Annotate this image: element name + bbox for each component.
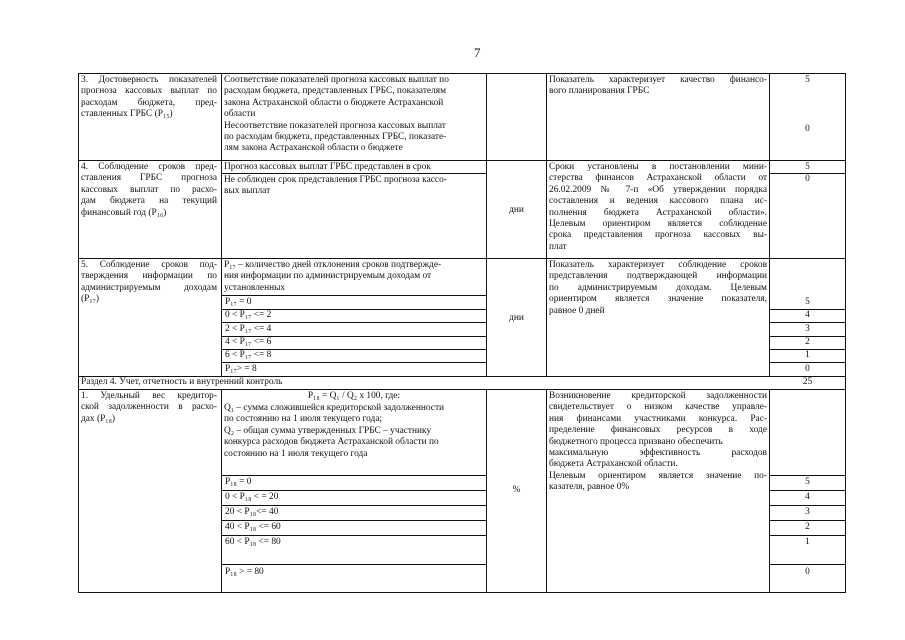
score-value: 3	[805, 324, 810, 334]
row-divider	[78, 160, 846, 161]
text-line: дам бюджета на текущий	[81, 196, 217, 207]
text-line: составления и ведения кассового плана ис-	[549, 196, 767, 207]
column-divider	[546, 389, 547, 593]
text-line: ния информации по администрируемым доходам от	[224, 271, 432, 282]
row-divider	[78, 389, 846, 390]
text-line: Возникновение кредиторской задолженности	[549, 391, 767, 401]
text-line: области	[224, 109, 256, 120]
text-line: ставленных ГРБС (P₁₅)	[81, 109, 173, 120]
column-divider	[546, 73, 547, 376]
indicator-name	[81, 75, 217, 121]
criterion-text: Прогноз кассовых выплат ГРБС представлен в срок	[224, 162, 431, 172]
text-line: финансовый год (P₁₆)	[81, 207, 167, 218]
text-line: ской задолженности в расхо-	[81, 402, 217, 413]
table-border	[845, 73, 846, 593]
page-number: 7	[474, 45, 481, 60]
text-line: конкурса расходов бюджета Астраханской области по	[224, 437, 439, 448]
section-score: 25	[802, 377, 813, 387]
cell-divider	[221, 322, 487, 323]
cell-divider	[221, 490, 487, 491]
indicator-name	[81, 260, 217, 306]
column-divider	[769, 389, 770, 593]
score-value: 4	[805, 492, 810, 502]
text-line: расходам бюджета, пред-	[81, 97, 217, 108]
text-line: бюджета Астраханской области.	[549, 459, 678, 470]
score-value: 5	[805, 162, 810, 172]
text-line: вого планирования ГРБС	[549, 86, 650, 97]
score-value: 5	[805, 297, 810, 307]
text-line: P₁₇ – количество дней отклонения сроков подтвержде-	[224, 260, 442, 270]
text-line: Показатель характеризует качество финансо-	[549, 75, 767, 85]
definition-text	[224, 260, 483, 294]
cell-divider	[769, 505, 846, 506]
text-line: 26.02.2009 № 7-п «Об утверждении порядка	[549, 184, 767, 195]
text-line: максимальную эффективность расходов	[549, 448, 767, 459]
text-line: Показатель характеризует соблюдение сроков	[549, 260, 767, 270]
indicator-name	[81, 391, 217, 425]
definition-text	[224, 403, 483, 460]
score-value: 2	[805, 337, 810, 347]
text-line: Соответствие показателей прогноза кассовых выплат по	[224, 75, 449, 85]
level-condition: 6 < P₁₇ <= 8	[225, 350, 272, 360]
text-line: 1. Удельный вес кредитор-	[81, 391, 217, 401]
score-value: 5	[805, 477, 810, 487]
text-line: стерства финансов Астраханской области от	[549, 173, 767, 184]
text-line: Q₁ – сумма сложившейся кредиторской задолженности	[224, 403, 445, 413]
text-line: состоянию на 1 июля текущего года	[224, 448, 368, 459]
cell-divider	[221, 564, 487, 565]
text-line: установленных	[224, 282, 286, 293]
text-line: Целевым ориентиром является соблюдение	[549, 219, 767, 230]
score-value: 1	[805, 350, 810, 360]
level-condition: 40 < P₁₈ <= 60	[225, 522, 281, 532]
formula: P₁₈ = Q₁ / Q₂ x 100, где:	[307, 391, 401, 401]
text-line: по администрируемым доходам. Целевым	[549, 282, 767, 293]
text-line: пределение финансовых ресурсов в ходе	[549, 425, 767, 436]
score-value: 5	[805, 75, 810, 85]
text-line: прогноза кассовых выплат по	[81, 86, 217, 97]
cell-divider	[221, 362, 487, 363]
text-line: администрируемым доходам	[81, 282, 217, 293]
unit-label: %	[512, 485, 521, 495]
text-line: Не соблюден срок представления ГРБС прогноза кассо-	[224, 175, 447, 185]
text-line: тверждения информации по	[81, 271, 217, 282]
row-divider	[78, 592, 846, 593]
score-value: 1	[805, 537, 810, 547]
cell-divider	[769, 520, 846, 521]
cell-divider	[221, 535, 487, 536]
text-line: 3. Достоверность показателей	[81, 75, 217, 85]
level-condition: 4 < P₁₇ <= 6	[225, 337, 272, 347]
column-divider	[221, 389, 222, 593]
text-line: полнения бюджета Астраханской области».	[549, 207, 767, 218]
text-line: 5. Соблюдение сроков под-	[81, 260, 217, 270]
score-value: 0	[805, 364, 810, 374]
text-line: Сроки установлены в постановлении мини-	[549, 162, 767, 172]
text-line: равное 0 дней	[549, 305, 605, 316]
level-condition: 0 < P₁₇ <= 2	[225, 310, 272, 320]
text-line: ния финансами участниками конкурса. Рас-	[549, 413, 767, 424]
cell-divider	[769, 490, 846, 491]
level-condition: 60 < P₁₈ <= 80	[225, 537, 281, 547]
text-line: по расходам бюджета, представленных ГРБС, показате-	[224, 132, 447, 143]
row-divider	[78, 73, 846, 74]
criterion-text	[224, 75, 483, 155]
score-value: 2	[805, 522, 810, 532]
column-divider	[486, 73, 487, 376]
score-value: 0	[805, 124, 810, 134]
cell-divider	[221, 295, 487, 296]
cell-divider	[769, 564, 846, 565]
score-value: 3	[805, 507, 810, 517]
text-line: Q₂ – общая сумма утвержденных ГРБС – участнику	[224, 425, 432, 436]
text-line: срока представления прогноза кассовых вы-	[549, 230, 767, 241]
text-line: Несоответствие показателей прогноза кассовых выплат	[224, 120, 446, 131]
comment-text	[549, 260, 767, 317]
unit-label: дни	[509, 313, 524, 323]
level-condition: 0 < P₁₈ < = 20	[225, 492, 279, 502]
row-divider	[78, 258, 846, 259]
text-line: свидетельствует о низком качестве управле-	[549, 402, 767, 413]
text-line: ставления ГРБС прогноза	[81, 173, 217, 184]
text-line: (P₁₇)	[81, 294, 99, 305]
text-line: вых выплат	[224, 186, 271, 197]
text-line: ориентиром является значение показателя,	[549, 294, 767, 305]
level-condition: 2 < P₁₇ <= 4	[225, 324, 272, 334]
level-condition: P₁₈ = 0	[225, 477, 252, 487]
text-line: представления подтверждающей информации	[549, 271, 767, 282]
cell-divider	[221, 520, 487, 521]
score-value: 0	[805, 174, 810, 184]
text-line: расходам бюджета, представленных ГРБС, показателям	[224, 86, 447, 97]
text-line: кассовых выплат по расхо-	[81, 184, 217, 195]
section-title: Раздел 4. Учет, отчетность и внутренний контроль	[81, 377, 283, 387]
cell-divider	[221, 475, 487, 476]
level-condition: P₁₈ > = 80	[225, 567, 264, 577]
score-value: 0	[805, 567, 810, 577]
indicator-name	[81, 162, 217, 219]
text-line: лям закона Астраханской области о бюджете	[224, 143, 403, 154]
comment-text	[549, 391, 767, 494]
cell-divider	[769, 362, 846, 363]
table-border	[78, 73, 79, 593]
cell-divider	[769, 322, 846, 323]
text-line: по состоянию на 1 июля текущего года;	[224, 414, 383, 425]
text-line: 4. Соблюдение сроков пред-	[81, 162, 217, 172]
comment-text	[549, 162, 767, 253]
text-line: закона Астраханской области о бюджете Астраханской	[224, 97, 444, 108]
criterion-text	[224, 175, 483, 198]
comment-text	[549, 75, 767, 98]
level-condition: P₁₇> = 8	[225, 364, 257, 374]
cell-divider	[769, 475, 846, 476]
level-condition: P₁₇ = 0	[225, 297, 252, 307]
column-divider	[221, 73, 222, 376]
text-line: казателя, равное 0%	[549, 482, 630, 493]
score-value: 4	[805, 310, 810, 320]
unit-label: дни	[509, 205, 524, 215]
text-line: бюджетного процесса призвано обеспечить	[549, 436, 723, 447]
cell-divider	[769, 535, 846, 536]
text-line: дах (P₁₈)	[81, 413, 115, 424]
text-line: плат	[549, 241, 567, 252]
text-line: Целевым ориентиром является значение по-	[549, 470, 767, 481]
level-condition: 20 < P₁₈<= 40	[225, 507, 279, 517]
cell-divider	[221, 505, 487, 506]
